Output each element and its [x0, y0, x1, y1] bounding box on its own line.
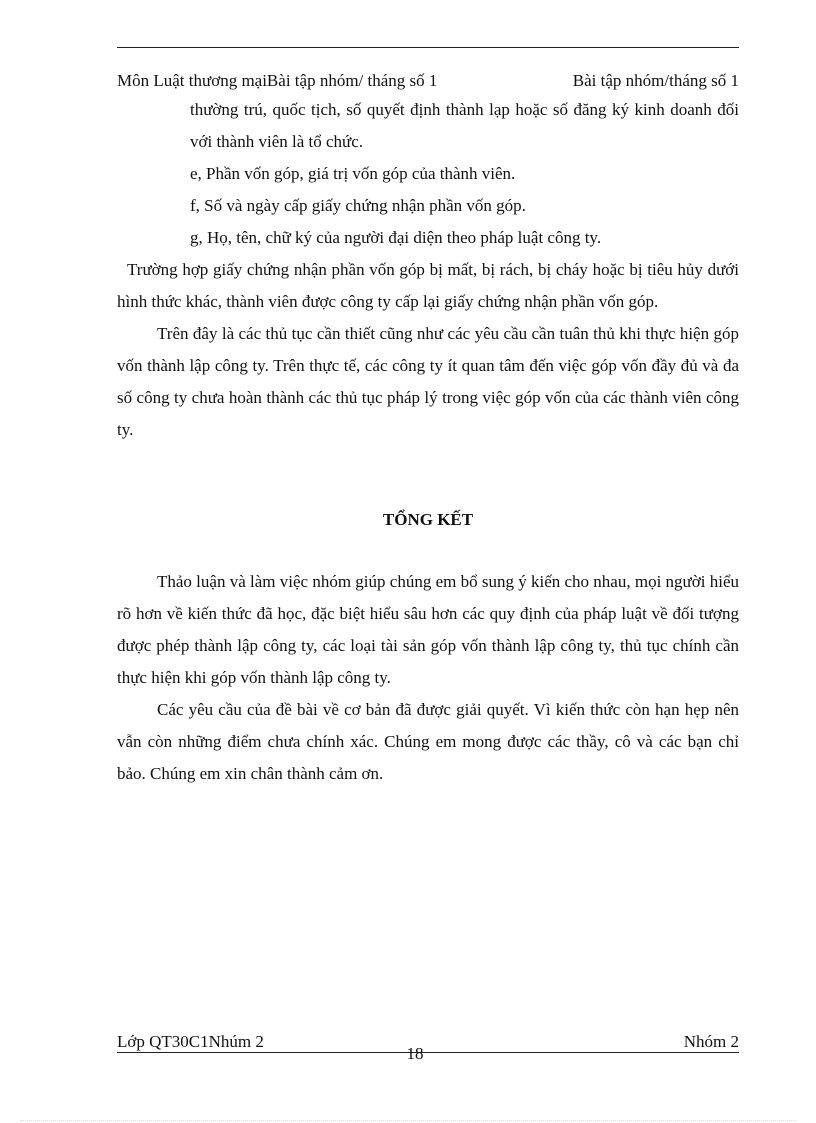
summary-paragraph-1: Thảo luận và làm việc nhóm giúp chúng em bổ sung ý kiến cho nhau, mọi người hiểu rõ hơn về kiến thức đã học, đặc biệt hiểu sâu hơn các quy định của pháp luật về đối tượng được phép thành lập công ty, các loại tài sản góp vốn thành lập công ty, thủ tục chính cần thực hiện khi góp vốn thành lập công ty.: [117, 572, 739, 687]
header-left: Môn Luật thương mạiBài tập nhóm/ tháng số 1: [117, 71, 438, 90]
list-item-e: e, Phần vốn góp, giá trị vốn góp của thành viên.: [190, 164, 516, 183]
page-number: 18: [406, 1044, 424, 1063]
footer-left: Lớp QT30C1Nhúm 2: [117, 1032, 264, 1051]
paragraph-procedures: Trên đây là các thủ tục cần thiết cũng như các yêu cầu cần tuân thủ khi thực hiện góp vốn thành lập công ty. Trên thực tế, các công ty ít quan tâm đến việc góp vốn đầy đủ và đa số công ty chưa hoàn thành các thủ tục pháp lý trong việc góp vốn của các thành viên công ty.: [117, 324, 739, 439]
page-edge-divider: [20, 1120, 796, 1121]
list-item-f: f, Số và ngày cấp giấy chứng nhận phần vốn góp.: [190, 196, 526, 215]
paragraph-lost-certificate: Trường hợp giấy chứng nhận phần vốn góp bị mất, bị rách, bị cháy hoặc bị tiêu hủy dưới hình thức khác, thành viên được công ty cấp lại giấy chứng nhận phần vốn góp.: [117, 260, 739, 311]
document-body: [117, 94, 739, 790]
summary-paragraph-2: Các yêu cầu của đề bài về cơ bản đã được giải quyết. Vì kiến thức còn hạn hẹp nên vẫn còn những điểm chưa chính xác. Chúng em mong được các thầy, cô và các bạn chỉ bảo. Chúng em xin chân thành cảm ơn.: [117, 700, 739, 783]
section-title: TỔNG KẾT: [382, 510, 474, 529]
header-right: Bài tập nhóm/tháng số 1: [572, 71, 739, 90]
paragraph-continuation: thường trú, quốc tịch, số quyết định thành lạp hoặc số đăng ký kinh doanh đối với thành viên là tổ chức.: [190, 100, 739, 151]
list-item-g: g, Họ, tên, chữ ký của người đại diện theo pháp luật công ty.: [190, 228, 602, 247]
footer-right: Nhóm 2: [683, 1032, 739, 1051]
header-rule: [117, 47, 739, 48]
